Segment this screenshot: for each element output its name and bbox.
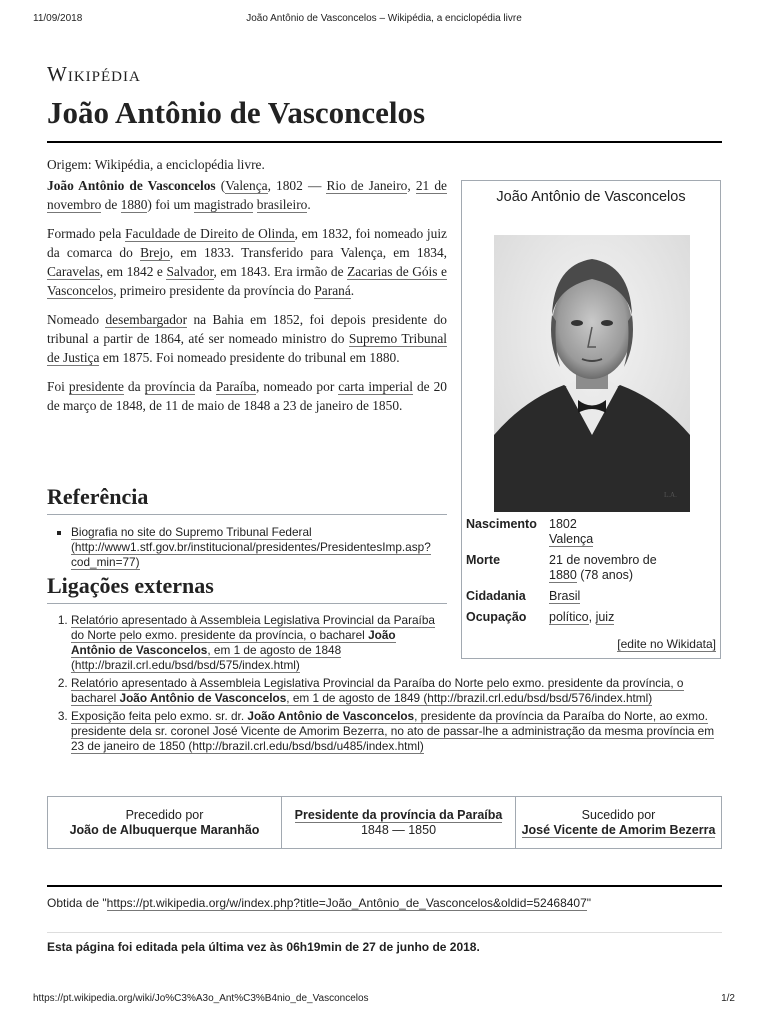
text: , em 1 de agosto de 1849 (http://brazil.crl.edu/bsd/bsd/576/index.html) (286, 691, 653, 705)
text: na Bahia em 1852, foi depois presidente do tribunal a partir de 1864, até ser nomeado ministro do (47, 312, 447, 346)
text: , em 1 de agosto de 1848 (http://brazil.crl.edu/bsd/bsd/575/index.html) (71, 643, 342, 672)
infobox-label: Nascimento (466, 517, 537, 531)
reference-list (47, 525, 447, 570)
edit-wikidata-link[interactable]: [edite no Wikidata] (617, 637, 716, 651)
text: João Antônio de Vasconcelos (119, 691, 287, 705)
link-carta-imperial[interactable]: carta imperial (338, 379, 413, 394)
link-desembargador[interactable]: desembargador (105, 312, 188, 327)
infobox-value (549, 517, 718, 553)
reference-link[interactable]: Biografia no site do Supremo Tribunal Federal (http://www1.stf.gov.br/institucional/presidentes/PresidentesImp.asp?cod_min=77) (71, 525, 431, 569)
link-valenca-infobox[interactable]: Valença (549, 532, 594, 546)
link-brejo[interactable]: Brejo (140, 245, 170, 260)
link-parana[interactable]: Paraná (314, 283, 351, 298)
infobox (461, 180, 721, 659)
last-edited-notice: Esta página foi editada pela última vez às 06h19min de 27 de junho de 2018. (47, 940, 480, 954)
external-link-1[interactable] (71, 613, 435, 673)
link-rio-de-janeiro[interactable]: Rio de Janeiro (326, 178, 408, 193)
predecessor-cell (48, 797, 282, 849)
text: , em 1843. Era irmão de (213, 264, 348, 279)
print-date: 11/09/2018 (33, 13, 83, 24)
text: Relatório apresentado à Assembleia Legislativa Provincial da Paraíba do Norte pelo exmo. presidente da província, o bacharel (71, 613, 435, 642)
link-juiz[interactable]: juiz (595, 610, 615, 624)
text: ) foi um (147, 197, 194, 212)
link-caravelas[interactable]: Caravelas (47, 264, 100, 279)
intro-paragraph (47, 176, 447, 214)
text: Nomeado (47, 312, 106, 327)
divider (47, 885, 722, 887)
infobox-value (549, 553, 718, 589)
divider (47, 932, 722, 933)
link-politico[interactable]: político (549, 610, 589, 624)
link-provincia[interactable]: província (144, 379, 196, 394)
text: , (407, 178, 416, 193)
link-salvador[interactable]: Salvador (166, 264, 214, 279)
term-years: 1848 — 1850 (360, 822, 437, 837)
permanent-link[interactable]: https://pt.wikipedia.org/w/index.php?title=João_Antônio_de_Vasconcelos&oldid=52468407 (106, 896, 587, 910)
list-item (71, 525, 447, 570)
list-item (71, 613, 441, 673)
text: da (123, 379, 145, 394)
origin-line: Origem: Wikipédia, a enciclopédia livre. (47, 157, 265, 172)
external-link-2[interactable] (71, 676, 684, 706)
text: . (307, 197, 311, 212)
text: , primeiro presidente da província do (113, 283, 315, 298)
portrait-signature: L.A. (664, 491, 677, 499)
external-link-3[interactable] (71, 709, 714, 754)
print-title: João Antônio de Vasconcelos – Wikipédia, a enciclopédia livre (246, 13, 522, 24)
text: de 20 de março de 1848, de 11 de maio de 1848 a 23 de janeiro de 1850. (47, 379, 447, 413)
text: 21 de novembro de (549, 553, 657, 567)
infobox-row-nascimento (466, 517, 718, 553)
link-death-year[interactable]: 1880 (120, 197, 148, 212)
text: , em 1833. Transferido para Valença, em 1834, (169, 245, 447, 260)
print-url: https://pt.wikipedia.org/wiki/Jo%C3%A3o_Ant%C3%B4nio_de_Vasconcelos (33, 993, 369, 1004)
infobox-row-ocupacao (466, 610, 718, 631)
link-zacarias[interactable]: Zacarias de Góis e Vasconcelos (47, 264, 447, 298)
successor-label: Sucedido por (581, 807, 656, 822)
list-item (71, 709, 722, 754)
office-link[interactable]: Presidente da província da Paraíba (294, 807, 503, 822)
link-death-date[interactable]: 21 de novembro (47, 178, 447, 212)
portrait-image[interactable] (494, 235, 690, 512)
link-faculdade-olinda[interactable]: Faculdade de Direito de Olinda (125, 226, 295, 241)
wikipedia-logo[interactable]: Wikipédia (47, 62, 141, 86)
link-paraiba[interactable]: Paraíba (215, 379, 256, 394)
article-body (47, 155, 447, 425)
link-1880-infobox[interactable]: 1880 (549, 568, 577, 582)
text: ( (215, 178, 226, 193)
text: Relatório apresentado à Assembleia Legislativa Provincial da Paraíba do Norte pelo exmo. presidente da província, o bacharel (71, 676, 684, 705)
text: 1802 (549, 517, 577, 531)
infobox-value (549, 589, 718, 610)
succession-box (47, 796, 722, 849)
infobox-value (549, 610, 718, 631)
link-magistrado[interactable]: magistrado (193, 197, 254, 212)
office-cell (282, 797, 516, 849)
text: Foi (47, 379, 69, 394)
predecessor-name: João de Albuquerque Maranhão (69, 822, 260, 837)
link-supremo-tribunal[interactable]: Supremo Tribunal de Justiça (47, 331, 447, 365)
text: , 1802 — (267, 178, 327, 193)
section-heading-ligacoes: Ligações externas (47, 573, 447, 604)
career-paragraph (47, 224, 447, 300)
text: da (195, 379, 216, 394)
section-heading-referencia: Referência (47, 484, 447, 515)
text: Formado pela (47, 226, 126, 241)
successor-cell (516, 797, 722, 849)
text: João Antônio de Vasconcelos (247, 709, 415, 723)
text: Obtida de " (47, 896, 107, 910)
page-number: 1/2 (721, 993, 735, 1004)
text: , em 1832, foi nomeado juiz da comarca do (47, 226, 447, 260)
retrieved-from (47, 896, 591, 910)
link-valenca[interactable]: Valença (225, 178, 268, 193)
infobox-row-morte (466, 553, 718, 589)
text: João Antônio de Vasconcelos (71, 628, 396, 657)
text: de (101, 197, 121, 212)
infobox-title: João Antônio de Vasconcelos (496, 189, 686, 205)
subject-name: João Antônio de Vasconcelos (47, 178, 216, 193)
predecessor-label: Precedido por (125, 807, 204, 822)
link-brasileiro[interactable]: brasileiro (256, 197, 308, 212)
text: em 1875. Foi nomeado presidente do tribunal em 1880. (99, 350, 400, 365)
text: , presidente da província da Paraíba do Norte, ao exmo. presidente dela sr. coronel José Vicente de Amorim Bezerra, no ato de passar-lhe a administração da mesma província em 23 de janeiro de 1850 (http://brazil.crl.edu/bsd/bsd/u485/index.html) (71, 709, 715, 753)
presidency-paragraph (47, 377, 447, 415)
text: Exposição feita pelo exmo. sr. dr. (71, 709, 248, 723)
text: , em 1842 e (99, 264, 167, 279)
link-presidente[interactable]: presidente (68, 379, 124, 394)
text: " (586, 896, 592, 910)
text: , nomeado por (255, 379, 339, 394)
text: . (350, 283, 355, 298)
page-title: João Antônio de Vasconcelos (47, 93, 722, 143)
infobox-row-cidadania (466, 589, 718, 610)
infobox-label: Ocupação (466, 610, 527, 624)
successor-link[interactable]: José Vicente de Amorim Bezerra (521, 822, 716, 837)
text: , (588, 610, 596, 624)
infobox-table (466, 517, 718, 631)
infobox-label: Cidadania (466, 589, 526, 603)
link-brasil[interactable]: Brasil (549, 589, 581, 603)
text: (78 anos) (576, 568, 634, 582)
tribunal-paragraph (47, 310, 447, 367)
infobox-label: Morte (466, 553, 501, 567)
list-item (71, 676, 722, 706)
